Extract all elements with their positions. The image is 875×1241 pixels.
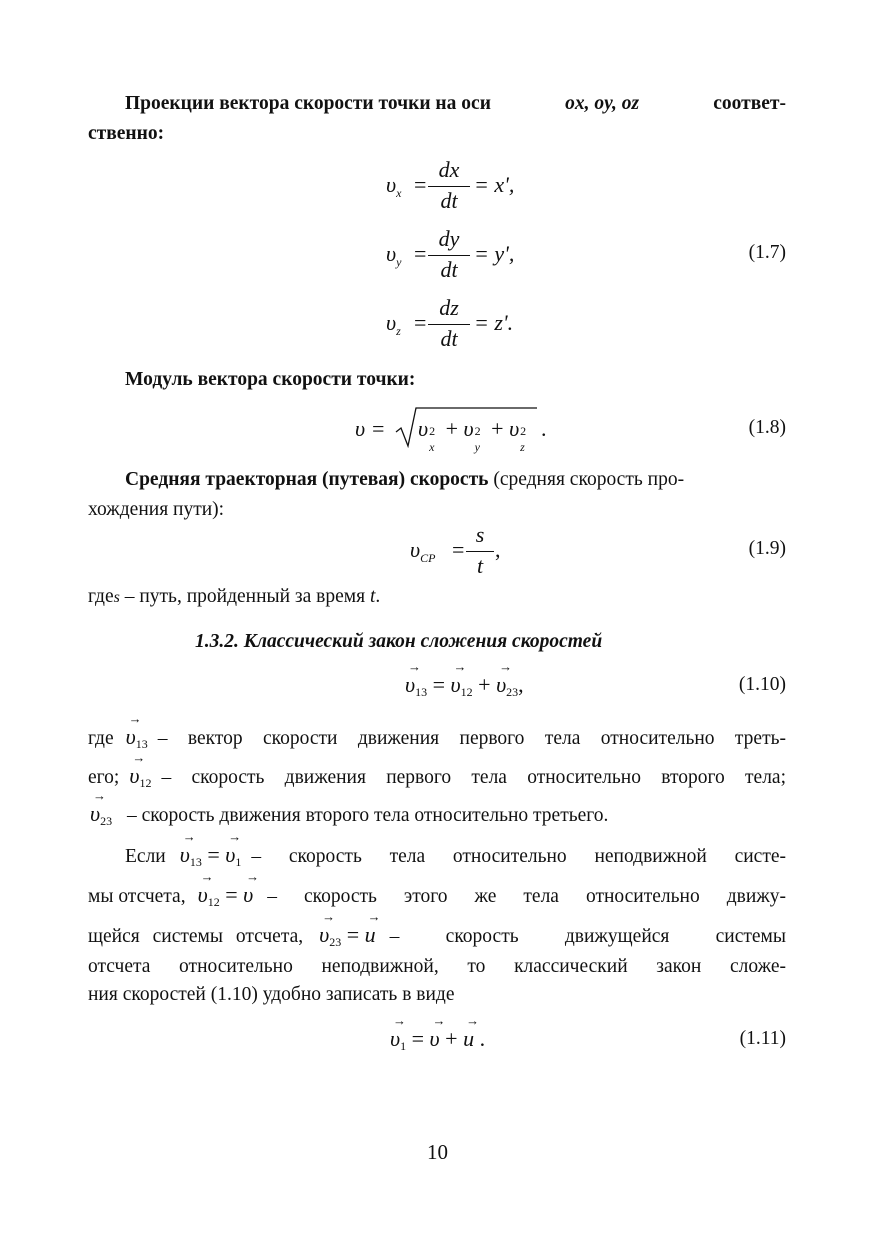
section-heading: 1.3.2. Классический закон сложения скоростей xyxy=(195,631,603,652)
eq17-eq3: = xyxy=(414,310,427,335)
eq17-frac-x: dx dt xyxy=(428,156,470,215)
eq111-body: → υ1 = → υ + → u . xyxy=(390,1026,485,1052)
eq19-eq: = xyxy=(452,537,465,562)
eq18-lhs: υ = xyxy=(355,416,386,441)
page-number: 10 xyxy=(427,1140,448,1164)
eq17-rhs-x: = x', xyxy=(474,172,515,197)
eq17-eq2: = xyxy=(414,241,427,266)
eq17-vx: $\upsilon_x$ xyxy=(386,172,402,200)
p5-line3: → $\upsilon_{23}$ – скорость движения второго тела относительно третьего. xyxy=(88,801,608,827)
equation-number-1-11: (1.11) xyxy=(739,1028,786,1049)
eq19-comma: , xyxy=(495,537,501,562)
eq17-frac-y: dy dt xyxy=(428,225,470,284)
eq17-eq1: = xyxy=(414,172,427,197)
p5-line2: его; → $\upsilon_{12}$ – скорость движения первого тела относительно второго тела; xyxy=(88,763,786,789)
p6-line3: щейся системы отсчета, → υ23 = → u – скорость движущейся системы xyxy=(88,922,786,948)
eq110-body: → υ13 = → υ12 + → υ23, xyxy=(405,672,524,698)
eq17-vz: $\upsilon_z$ xyxy=(386,310,401,338)
eq19-lhs: $\upsilon_{CP}$ xyxy=(410,537,436,565)
p5-line1: где → $\upsilon_{13}$ – вектор скорости движения первого тела относительно треть- xyxy=(88,724,786,750)
p6-line1: Если → υ13 = → υ1 – скорость тела относительно неподвижной систе- xyxy=(125,842,786,868)
equation-number-1-9: (1.9) xyxy=(748,538,786,559)
projections-line2: ственно: xyxy=(88,123,165,144)
axes-text: ox, oy, oz xyxy=(565,93,640,114)
equation-number-1-7: (1.7) xyxy=(748,242,786,263)
eq18-dot: . xyxy=(541,416,547,441)
eq17-vy: $\upsilon_y$ xyxy=(386,241,402,269)
eq18-radicand: υ 2 x + υ 2 y + υ 2 z xyxy=(418,416,527,454)
average-speed-line2: хождения пути): xyxy=(88,499,225,520)
paragraph-projections xyxy=(125,90,786,118)
p6-line2: мы отсчета, → υ12 = → υ – скорость этого же тела относительно движу- xyxy=(88,882,786,908)
speed-module-heading: Модуль вектора скорости точки: xyxy=(125,369,416,390)
paragraph-average-speed: Средняя траекторная (путевая) скорость (средняя скорость про- xyxy=(125,469,685,490)
paragraph-path-definition: гдеs – путь, пройденный за время t. xyxy=(88,586,381,607)
eq17-rhs-z: = z'. xyxy=(474,310,514,335)
p6-line4: отсчета относительно неподвижной, то классический закон сложе- xyxy=(88,956,786,977)
eq17-frac-z: dz dt xyxy=(428,294,470,353)
eq17-rhs-y: = y', xyxy=(474,241,515,266)
equation-number-1-10: (1.10) xyxy=(738,674,786,695)
projections-text-end: соответ- xyxy=(713,93,786,114)
eq19-frac: s t xyxy=(466,521,494,580)
p6-line5: ния скоростей (1.10) удобно записать в виде xyxy=(88,984,455,1005)
equation-number-1-8: (1.8) xyxy=(748,417,786,438)
projections-text: Проекции вектора скорости точки на оси xyxy=(125,93,491,114)
